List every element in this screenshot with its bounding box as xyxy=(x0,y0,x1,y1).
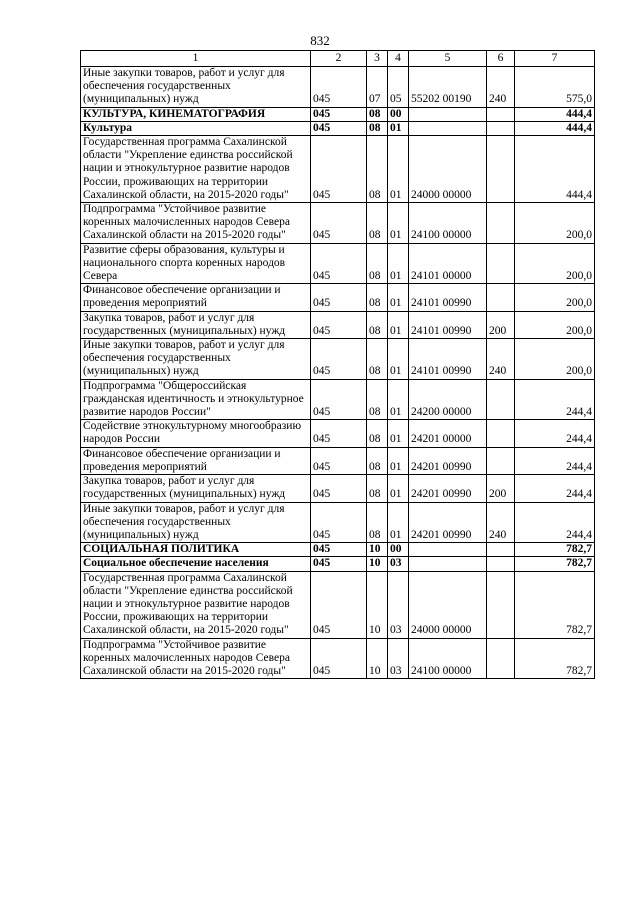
amount: 782,7 xyxy=(515,571,595,638)
amount: 244,4 xyxy=(515,475,595,502)
table-row xyxy=(81,447,595,474)
section-code: 10 xyxy=(367,571,388,638)
ministry-code: 045 xyxy=(311,475,367,502)
article-code: 24200 00000 xyxy=(409,379,487,420)
row-name: Подпрограмма "Устойчивое развитие коренных малочисленных народов Севера Сахалинской области на 2015-2020 годы" xyxy=(81,203,311,244)
subsection-code: 01 xyxy=(388,339,409,380)
subsection-code: 00 xyxy=(388,107,409,121)
subsection-code: 01 xyxy=(388,502,409,543)
expense-type-code: 240 xyxy=(487,339,515,380)
ministry-code: 045 xyxy=(311,379,367,420)
header-row xyxy=(81,51,595,67)
row-name: СОЦИАЛЬНАЯ ПОЛИТИКА xyxy=(81,543,311,557)
article-code: 24101 00990 xyxy=(409,311,487,338)
header-col-1: 1 xyxy=(81,51,311,67)
expense-type-code xyxy=(487,136,515,203)
article-code: 24201 00990 xyxy=(409,447,487,474)
expense-type-code xyxy=(487,379,515,420)
section-code: 08 xyxy=(367,475,388,502)
subsection-code: 01 xyxy=(388,379,409,420)
table-row xyxy=(81,311,595,338)
amount: 444,4 xyxy=(515,121,595,135)
table-row xyxy=(81,67,595,108)
amount: 244,4 xyxy=(515,379,595,420)
subsection-code: 01 xyxy=(388,203,409,244)
expense-type-code xyxy=(487,571,515,638)
subsection-code: 03 xyxy=(388,571,409,638)
section-code: 08 xyxy=(367,420,388,447)
expense-type-code xyxy=(487,447,515,474)
section-code: 08 xyxy=(367,243,388,284)
article-code xyxy=(409,557,487,571)
ministry-code: 045 xyxy=(311,339,367,380)
amount: 200,0 xyxy=(515,339,595,380)
table-row xyxy=(81,557,595,571)
article-code: 55202 00190 xyxy=(409,67,487,108)
amount: 444,4 xyxy=(515,107,595,121)
expense-type-code: 240 xyxy=(487,67,515,108)
row-name: Социальное обеспечение населения xyxy=(81,557,311,571)
row-name: Закупка товаров, работ и услуг для государственных (муниципальных) нужд xyxy=(81,475,311,502)
expense-type-code: 200 xyxy=(487,475,515,502)
article-code xyxy=(409,543,487,557)
row-name: Иные закупки товаров, работ и услуг для обеспечения государственных (муниципальных) нужд xyxy=(81,339,311,380)
expense-type-code xyxy=(487,243,515,284)
expense-type-code xyxy=(487,557,515,571)
section-code: 08 xyxy=(367,284,388,311)
header-col-3: 3 xyxy=(367,51,388,67)
article-code: 24101 00990 xyxy=(409,284,487,311)
ministry-code: 045 xyxy=(311,67,367,108)
article-code: 24201 00990 xyxy=(409,475,487,502)
ministry-code: 045 xyxy=(311,107,367,121)
article-code xyxy=(409,107,487,121)
table-row xyxy=(81,339,595,380)
table-row xyxy=(81,121,595,135)
subsection-code: 03 xyxy=(388,557,409,571)
article-code: 24100 00000 xyxy=(409,203,487,244)
article-code: 24101 00000 xyxy=(409,243,487,284)
row-name: Содействие этнокультурному многообразию народов России xyxy=(81,420,311,447)
row-name: Финансовое обеспечение организации и проведения мероприятий xyxy=(81,447,311,474)
amount: 782,7 xyxy=(515,557,595,571)
section-code: 08 xyxy=(367,339,388,380)
expense-type-code: 200 xyxy=(487,311,515,338)
table-row xyxy=(81,107,595,121)
table-row xyxy=(81,136,595,203)
header-col-6: 6 xyxy=(487,51,515,67)
row-name: Закупка товаров, работ и услуг для государственных (муниципальных) нужд xyxy=(81,311,311,338)
ministry-code: 045 xyxy=(311,571,367,638)
amount: 244,4 xyxy=(515,420,595,447)
amount: 200,0 xyxy=(515,243,595,284)
table-row xyxy=(81,243,595,284)
row-name: Развитие сферы образования, культуры и национального спорта коренных народов Севера xyxy=(81,243,311,284)
row-name: Культура xyxy=(81,121,311,135)
ministry-code: 045 xyxy=(311,203,367,244)
header-col-2: 2 xyxy=(311,51,367,67)
amount: 200,0 xyxy=(515,311,595,338)
ministry-code: 045 xyxy=(311,243,367,284)
ministry-code: 045 xyxy=(311,121,367,135)
expense-type-code: 240 xyxy=(487,502,515,543)
article-code: 24201 00990 xyxy=(409,502,487,543)
subsection-code: 01 xyxy=(388,243,409,284)
ministry-code: 045 xyxy=(311,136,367,203)
expense-type-code xyxy=(487,284,515,311)
subsection-code: 01 xyxy=(388,475,409,502)
ministry-code: 045 xyxy=(311,420,367,447)
ministry-code: 045 xyxy=(311,447,367,474)
section-code: 08 xyxy=(367,136,388,203)
ministry-code: 045 xyxy=(311,284,367,311)
table-row xyxy=(81,502,595,543)
section-code: 08 xyxy=(367,107,388,121)
header-col-7: 7 xyxy=(515,51,595,67)
budget-table xyxy=(80,50,595,679)
article-code: 24000 00000 xyxy=(409,136,487,203)
subsection-code: 00 xyxy=(388,543,409,557)
section-code: 07 xyxy=(367,67,388,108)
ministry-code: 045 xyxy=(311,543,367,557)
amount: 200,0 xyxy=(515,203,595,244)
article-code: 24000 00000 xyxy=(409,571,487,638)
amount: 244,4 xyxy=(515,502,595,543)
row-name: Государственная программа Сахалинской области "Укрепление единства российской нации и этнокультурное развитие народов России, проживающих на территории Сахалинской области, на 2015-2020 годы" xyxy=(81,136,311,203)
section-code: 08 xyxy=(367,447,388,474)
page-number: 832 xyxy=(310,33,330,48)
section-code: 08 xyxy=(367,311,388,338)
table-row xyxy=(81,420,595,447)
expense-type-code xyxy=(487,543,515,557)
expense-type-code xyxy=(487,107,515,121)
article-code: 24100 00000 xyxy=(409,638,487,679)
section-code: 08 xyxy=(367,121,388,135)
ministry-code: 045 xyxy=(311,557,367,571)
expense-type-code xyxy=(487,121,515,135)
subsection-code: 01 xyxy=(388,121,409,135)
row-name: Иные закупки товаров, работ и услуг для обеспечения государственных (муниципальных) нужд xyxy=(81,502,311,543)
article-code: 24101 00990 xyxy=(409,339,487,380)
section-code: 08 xyxy=(367,502,388,543)
amount: 782,7 xyxy=(515,543,595,557)
ministry-code: 045 xyxy=(311,638,367,679)
article-code: 24201 00000 xyxy=(409,420,487,447)
table-row xyxy=(81,638,595,679)
section-code: 08 xyxy=(367,203,388,244)
article-code xyxy=(409,121,487,135)
table-row xyxy=(81,571,595,638)
table-row xyxy=(81,284,595,311)
subsection-code: 01 xyxy=(388,447,409,474)
section-code: 10 xyxy=(367,543,388,557)
subsection-code: 01 xyxy=(388,284,409,311)
row-name: Подпрограмма "Общероссийская гражданская идентичность и этнокультурное развитие народов России" xyxy=(81,379,311,420)
subsection-code: 01 xyxy=(388,136,409,203)
row-name: КУЛЬТУРА, КИНЕМАТОГРАФИЯ xyxy=(81,107,311,121)
amount: 200,0 xyxy=(515,284,595,311)
table-row xyxy=(81,475,595,502)
amount: 244,4 xyxy=(515,447,595,474)
expense-type-code xyxy=(487,203,515,244)
row-name: Государственная программа Сахалинской области "Укрепление единства российской нации и этнокультурное развитие народов России, проживающих на территории Сахалинской области, на 2015-2020 годы" xyxy=(81,571,311,638)
row-name: Финансовое обеспечение организации и проведения мероприятий xyxy=(81,284,311,311)
section-code: 08 xyxy=(367,379,388,420)
header-col-4: 4 xyxy=(388,51,409,67)
section-code: 10 xyxy=(367,638,388,679)
expense-type-code xyxy=(487,420,515,447)
table-row xyxy=(81,379,595,420)
row-name: Подпрограмма "Устойчивое развитие коренных малочисленных народов Севера Сахалинской области на 2015-2020 годы" xyxy=(81,638,311,679)
ministry-code: 045 xyxy=(311,502,367,543)
table-row xyxy=(81,203,595,244)
subsection-code: 05 xyxy=(388,67,409,108)
row-name: Иные закупки товаров, работ и услуг для обеспечения государственных (муниципальных) нужд xyxy=(81,67,311,108)
section-code: 10 xyxy=(367,557,388,571)
amount: 444,4 xyxy=(515,136,595,203)
amount: 782,7 xyxy=(515,638,595,679)
amount: 575,0 xyxy=(515,67,595,108)
subsection-code: 01 xyxy=(388,311,409,338)
subsection-code: 01 xyxy=(388,420,409,447)
header-col-5: 5 xyxy=(409,51,487,67)
ministry-code: 045 xyxy=(311,311,367,338)
expense-type-code xyxy=(487,638,515,679)
subsection-code: 03 xyxy=(388,638,409,679)
table-row xyxy=(81,543,595,557)
